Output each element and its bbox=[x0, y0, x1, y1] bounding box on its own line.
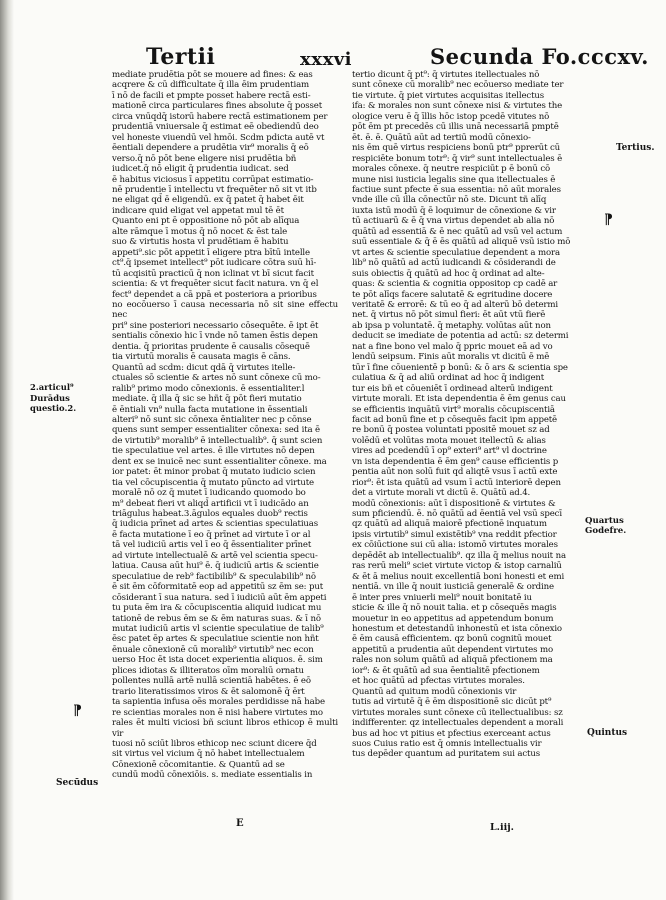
text-line: tū actiuarū & ē q̄ vna virtus dependet ab alia nō bbox=[352, 216, 555, 227]
text-line: vn ista dependentia ē ēm gen⁹ cause efficientis p bbox=[352, 456, 559, 467]
text-line: tertio dicunt q̄ pt⁹: q̄ virtutes itellectuales nō bbox=[352, 70, 540, 80]
page-spine-shadow bbox=[0, 0, 14, 900]
text-line: mune nisi iusticia legalis sine qua itellectuales ē bbox=[352, 174, 556, 185]
text-line: tationē de rebus ēm se & ēm naturas suas. & ī nō bbox=[112, 613, 321, 624]
text-line: ēt. ē. ē. Quātū aūt ad tertiū modū cōnexio- bbox=[352, 132, 531, 143]
text-line: ne eligat qd̄ ē eligendū. ex q̄ patet q̄ habet ēit bbox=[112, 195, 304, 206]
text-line: respiciēte bonum totr⁹: q̄ vir⁹ sunt intellectuales ē bbox=[352, 153, 563, 164]
text-line: bus ad hoc vt pitius et pfectius exerceant actus bbox=[352, 728, 551, 739]
left-text-column bbox=[112, 70, 338, 781]
text-line: pollentes nullā artē nullā scientiā habētes. ē eō bbox=[112, 676, 311, 687]
text-line: ad virtute intellectualē & artē vel scientia specu- bbox=[112, 550, 318, 561]
text-line: quātū ad essentiā & ē nec quātū ad vsū vel actum bbox=[352, 226, 563, 237]
text-line: ē inter pres vniuerli meli⁹ nouit bonitatē iu bbox=[352, 592, 532, 603]
text-line: circa vnūqdq̄ istorū habere rectā estimationem per bbox=[112, 111, 328, 122]
text-line: factiue sunt pfecte ē sua essentia: nō aūt morales bbox=[352, 184, 561, 195]
text-line: rales non solum quātū ad aliquā pfectionem ma bbox=[352, 655, 553, 666]
text-line: iuxta istū modū q̄ ē loquimur de cōnexione & vir bbox=[352, 205, 556, 216]
text-line: tu puta ēm ira & cōcupiscentia aliquid iudicat mu bbox=[112, 603, 322, 614]
text-line: ior patet: ēt minor probat q̄ mutato iudicio scien bbox=[112, 467, 316, 478]
text-line: tūr ī fine cōuenientē p bonū: & ō ars & scientia spe bbox=[352, 362, 568, 373]
text-line: suo & virtutis hosta vl prudētiam ē habitu bbox=[112, 237, 289, 248]
text-line: ta sapientia infusa oēs morales perdidisse nā habe bbox=[112, 697, 325, 708]
text-line: volēdū et volūtas mota mouet itellectū & alias bbox=[352, 435, 546, 446]
text-line: q̄ iudicia prīnet ad artes & scientias speculatiuas bbox=[112, 519, 319, 530]
text-line: dent ex se inuicē nec sunt essentialiter cōnexe. ma bbox=[112, 456, 327, 467]
text-line: appeti⁹.sic pōt appetit ī eligere ptra bītū intelle bbox=[112, 247, 310, 258]
text-line: morales cōnexe. q̄ neutre respiciūt p ē bonū cō bbox=[352, 164, 551, 175]
text-line: vel honeste viuendū vel hmōi. Scdm pdicta autē vt bbox=[112, 132, 325, 143]
text-line: verso.q̄ nō pōt bene eligere nisi prudētia bñ bbox=[112, 153, 297, 164]
text-line: ifa: & morales non sunt cōnexe nisi & virtutes the bbox=[352, 101, 563, 112]
text-line: tutis ad virtutē q̄ ē ēm dispositionē sic dicūt pt⁹ bbox=[352, 697, 552, 708]
text-line: mationē circa particulares fines absolute q̄ posset bbox=[112, 101, 323, 112]
text-line: qz quātū ad aliquā maiorē pfectionē inquatum bbox=[352, 519, 547, 530]
text-line: nentiā. vn ille q̄ nouit iusticiā generalē & ordine bbox=[352, 582, 554, 593]
text-line: mediate. q̄ illa q̄ sic se hñt q̄ pōt fieri mutatio bbox=[112, 394, 302, 405]
text-line: mouetur in eo appetitus ad appetendum bonum bbox=[352, 613, 554, 624]
text-line: ior⁹: & ēt quātū ad sua ēentialitē pfectionem bbox=[352, 665, 540, 676]
text-line: tus depēder quantum ad puritatem sui actus bbox=[352, 749, 540, 760]
running-head-left: Tertii bbox=[146, 44, 216, 70]
text-line: quens sunt semper essentialiter cōnexa: sed ita ē bbox=[112, 425, 320, 436]
text-line: modū cōnexionis: aūt ī dispositionē & virtutes & bbox=[352, 498, 556, 509]
text-line: indifferenter. qz intellectuales dependent a morali bbox=[352, 718, 564, 729]
catchword: E bbox=[236, 818, 244, 829]
text-line: mutat iudiciū artis vl scientie speculatiue de talib⁹ bbox=[112, 624, 324, 635]
text-line: sunt cōnexe cū moralib⁹ nec ecōuerso mediate ter bbox=[352, 80, 564, 91]
text-line: appetitū a prudentia aūt dependent virtutes mo bbox=[352, 644, 553, 655]
text-line: mediate prudētia pōt se mouere ad fines: & eas bbox=[112, 70, 313, 80]
text-line: nē prudentie ī intellectu vt frequēter nō sit vt itb bbox=[112, 184, 317, 195]
margin-note-quintus: Quintus bbox=[587, 728, 628, 738]
text-line: de virtutib⁹ moralib⁹ ē intellectualib⁹. q̄ sunt scien bbox=[112, 435, 323, 446]
text-line: ī nō de facili et pmpte posset habere rectā esti- bbox=[112, 90, 311, 101]
text-line: ab ipsa p voluntatē. q̄ metaphy. volūtas aūt non bbox=[352, 320, 551, 331]
text-line: Quantū ad quitum modū cōnexionis vir bbox=[352, 686, 517, 697]
text-line: Quanto eni pt ē oppositione nō pōt ab alīqua bbox=[112, 216, 300, 227]
text-line: suis obiectis q̄ quātū ad hoc q̄ ordinat ad alte- bbox=[352, 268, 545, 279]
text-line: trario literatissimos viros & ēt salomonē q̄ ērt bbox=[112, 686, 305, 697]
text-line: tie virtute. q̄ piet virtutes acquisitas itellectus bbox=[352, 90, 545, 101]
text-line: et hoc quātū ad pfectas virtutes morales. bbox=[352, 676, 525, 687]
text-line: te pōt alīqs facere salutatē & egritudine docere bbox=[352, 289, 553, 300]
text-line: vt artes & scientie speculatiue dependent a mora bbox=[352, 247, 560, 258]
text-line: pri⁹ sine posteriori necessario cōsequēte. ē ipt ēt bbox=[112, 320, 319, 331]
text-line: veritatē & errorē: & tū eo q̄ ad alterū bō determi bbox=[352, 299, 558, 310]
text-line: ralib⁹ primo modo cōnexionis. ē essentialiter.l bbox=[112, 383, 305, 394]
text-line: re bonū q̄ postea voluntati ppositē mouet sz ad bbox=[352, 425, 550, 436]
margin-note-articulus: 2.articul⁹ Durādus questio.2. bbox=[30, 382, 77, 413]
text-line: sticie & ille q̄ nō nouit talia. et p cōsequēs magis bbox=[352, 603, 557, 614]
text-line: speculatiue de reb⁹ factibilib⁹ & speculabilib⁹ nō bbox=[112, 571, 316, 582]
text-line: lib⁹ nō quātū ad actū iudicandi & cōsiderandi de bbox=[352, 258, 556, 269]
text-line: re scientias morales non ē nisi habere virtutes mo bbox=[112, 707, 323, 718]
text-line: det a virtute morali vt dictū ē. Quātū ad.4. bbox=[352, 488, 531, 499]
text-line: & ēt ā melius nouit excellentiā boni honesti et emi bbox=[352, 571, 565, 582]
text-line: nat a fine bono vel malo q̄ ppric mouet eā ad vo bbox=[352, 341, 553, 352]
text-line: triāgulus habeat.3.āgulos equales duob⁹ rectis bbox=[112, 509, 308, 520]
margin-note-secundus: Secūdus bbox=[56, 778, 99, 788]
pilcrow-mark-right: ⁋ bbox=[604, 212, 613, 228]
text-line: net. q̄ virtus nō pōt simul fieri: ēt aūt vtū fierē bbox=[352, 310, 546, 321]
text-line: ēsc patet ēp artes & speculatiue scientie non hñt bbox=[112, 634, 319, 645]
text-line: pentia aūt non solū fuit qd aliqtē vsus ī actū exte bbox=[352, 467, 558, 478]
text-line: prudentiā vniuersale q̄ estimat eē obediendū deo bbox=[112, 122, 319, 133]
text-line: moralē nō oz q̄ mutet ī iudicando quomodo bo bbox=[112, 488, 306, 499]
text-line: uerso Hoc ēt ista docet experientia aliquos. ē. sim bbox=[112, 655, 323, 666]
text-line: no eocōuerso ī causa necessaria nō sit sine effectu nec bbox=[112, 299, 338, 321]
text-line: pōt ēm pt precedēs cū illis unā necessariā pmptē bbox=[352, 122, 559, 133]
text-line: indicare quid eligat vel appetat mul tē ēt bbox=[112, 205, 284, 216]
text-line: tia virtutū moralis ē causata magis ē cāns. bbox=[112, 352, 291, 363]
text-line: ē ēm causā efficientem. qz bonū cognitū mouet bbox=[352, 634, 552, 645]
text-line: ras rerū meli⁹ sciet virtute victop & istop carnaliū bbox=[352, 561, 562, 572]
text-line: iudicet.q̄ nō eligit q̄ prudentia iudicat. sed bbox=[112, 164, 289, 175]
signature-mark: L.iij. bbox=[490, 822, 514, 833]
text-line: acqrere & cū difficultate q̄ illa ēim prudentiam bbox=[112, 80, 310, 91]
text-line: tie speculatiue vel artes. ē ille virtutes nō depen bbox=[112, 446, 315, 457]
text-line: ēnuale cōnexionē cū moralib⁹ virtutib⁹ nec econ bbox=[112, 644, 314, 655]
text-line: cōsiderant ī sua natura. sed ī iudiciū aūt ēm appeti bbox=[112, 592, 327, 603]
text-line: scientia: & vt frequēter sicut facit natura. vn q̄ el bbox=[112, 279, 319, 290]
right-text-column bbox=[352, 70, 582, 760]
text-line: ologice veru ē q̄ īllis hōc istop pcedē vitutes nō bbox=[352, 111, 550, 122]
text-line: se efficientis inquātū virt⁹ moralis cōcupiscentiā bbox=[352, 404, 555, 415]
text-line: rales ēt multi viciosi bñ sciunt libros ethicop ē multi vir bbox=[112, 718, 338, 739]
text-line: honestum et detestandū inhonestū et ista cōnexio bbox=[352, 624, 562, 635]
text-line: ipsis virtutib⁹ simul existētib⁹ vna reddit pfectior bbox=[352, 529, 557, 540]
margin-note-quartus: Quartus Godefre. bbox=[585, 516, 627, 536]
text-line: tuosi nō sciūt libros ethicop nec sciunt dicere q̄d bbox=[112, 739, 317, 749]
text-line: cundū modū cōnexiōis. s. mediate essentialis in bbox=[112, 770, 313, 781]
text-line: ex cōiūctione sui cū alia: istomō virtutes morales bbox=[352, 540, 558, 551]
text-line: ctuales sō scientie & artes nō sunt cōnexe cū mo- bbox=[112, 373, 321, 384]
text-line: deducit se imediate de potentia ad actū: sz determi bbox=[352, 331, 569, 342]
text-line: tur eis bñ et cōueniēt ī ordinead alterū indigent bbox=[352, 383, 553, 394]
text-line: tia vel cōcupiscentia q̄ mutato pūncto ad virtute bbox=[112, 477, 314, 488]
text-line: ct⁹.q̄ ipsemet intellect⁹ pōt iudicare cōtra suū hī- bbox=[112, 258, 317, 269]
text-line: Quantū ad scdm: dicut qdā q̄ virtutes itelle- bbox=[112, 362, 296, 373]
text-line: tā vel iudiciū artis vel ī eo q̄ ēssentialiter prīnet bbox=[112, 540, 312, 551]
text-line: ēentiali dependere a prudētia vir⁹ moralis q̄ eō bbox=[112, 143, 309, 154]
text-line: ē habitus viciosus ī appetitu corrūpat estimatio- bbox=[112, 174, 314, 185]
text-line: culatiua & q̄ ad aliū ordinat ad hoc q̄ indigent bbox=[352, 373, 545, 384]
text-line: rior⁹: ēt ista quātū ad vsum ī actū interiorē depen bbox=[352, 477, 561, 488]
text-line: tū acqisitū practicū q̄ non iclinat vt bī sicut facit bbox=[112, 268, 314, 279]
text-line: suū essentiale & q̄ ē ēs quātū ad aliquē vsū istio mō bbox=[352, 237, 571, 248]
text-line: ē facta mutatione ī eo q̄ prīnet ad virtute ī or al bbox=[112, 529, 311, 540]
text-line: alte rāmque ī motus q̄ nō nocet & ēst tale bbox=[112, 226, 288, 237]
running-head-right: Secunda Fo.cccxv. bbox=[430, 44, 649, 69]
text-line: suos Cuius ratio est q̄ omnis intellectualis vir bbox=[352, 739, 542, 749]
text-line: m⁹ debeat fieri vt aliqd̄ artificii vt ī iudicādo an bbox=[112, 498, 309, 509]
pilcrow-mark-left: ⁋ bbox=[73, 703, 82, 719]
text-line: alteri⁹ nō sunt sic cōnexa ēntialiter nec p cōnse bbox=[112, 414, 312, 425]
text-line: dentia. q̄ prioritas prudente ē causalis cōsequē bbox=[112, 341, 310, 352]
text-line: virtute morali. Et ista dependentia ē ēm genus cau bbox=[352, 394, 566, 405]
running-head-center: xxxvi bbox=[300, 49, 352, 70]
text-line: lendū seipsum. Finis aūt moralis vt dicitū ē mē bbox=[352, 352, 550, 363]
text-line: facit ad bonū fine et p cōsequēs facit ipm appetē bbox=[352, 414, 557, 425]
text-line: quas: & scientia & cognitia oppositop cp cadē ar bbox=[352, 279, 558, 290]
text-line: Cōnexionē cōcomitantie. & Quantū ad se bbox=[112, 759, 285, 770]
text-line: nis ēm quē virtus respiciens bonū ptr⁹ pprerūt cū bbox=[352, 143, 561, 154]
text-line: virtutes morales sunt cōnexe cū itellectualibus: sz bbox=[352, 707, 563, 718]
text-line: sentialis cōnexio hic ī vnde nō tamen ēstis depen bbox=[112, 331, 318, 342]
text-line: fect⁹ dependet a cā ppā et posteriora a prioribus bbox=[112, 289, 317, 300]
margin-note-tertius: Tertius. bbox=[616, 143, 655, 153]
text-line: vnde ille cū illa cōnectūr nō ste. Dicunt tñ alīq bbox=[352, 195, 547, 206]
text-line: vires ad pcedendū ī op⁹ exteri⁹ art⁹ vl doctrine bbox=[352, 446, 547, 457]
text-line: sum pficiendū. ē. nō quātū ad ēentiā vel vsū specī bbox=[352, 509, 562, 520]
text-line: ē sit ēm cōformitatē eop ad appetitū sz ēm se: put bbox=[112, 582, 324, 593]
text-line: sit virtus vel vicium q̄ nō habet intellectualem bbox=[112, 749, 305, 760]
text-line: latiua. Causa aūt hui⁹ ē. q̄ iudiciū artis & scientie bbox=[112, 561, 319, 572]
text-line: depēdēt ab intellectualib⁹. qz illa q̄ melius nouit na bbox=[352, 550, 566, 561]
text-line: ē ēntiali vn⁹ nulla facta mutatione in ēssentiali bbox=[112, 404, 308, 415]
text-line: plices idiotas & illiteratos oīm moraliū ornatu bbox=[112, 665, 304, 676]
